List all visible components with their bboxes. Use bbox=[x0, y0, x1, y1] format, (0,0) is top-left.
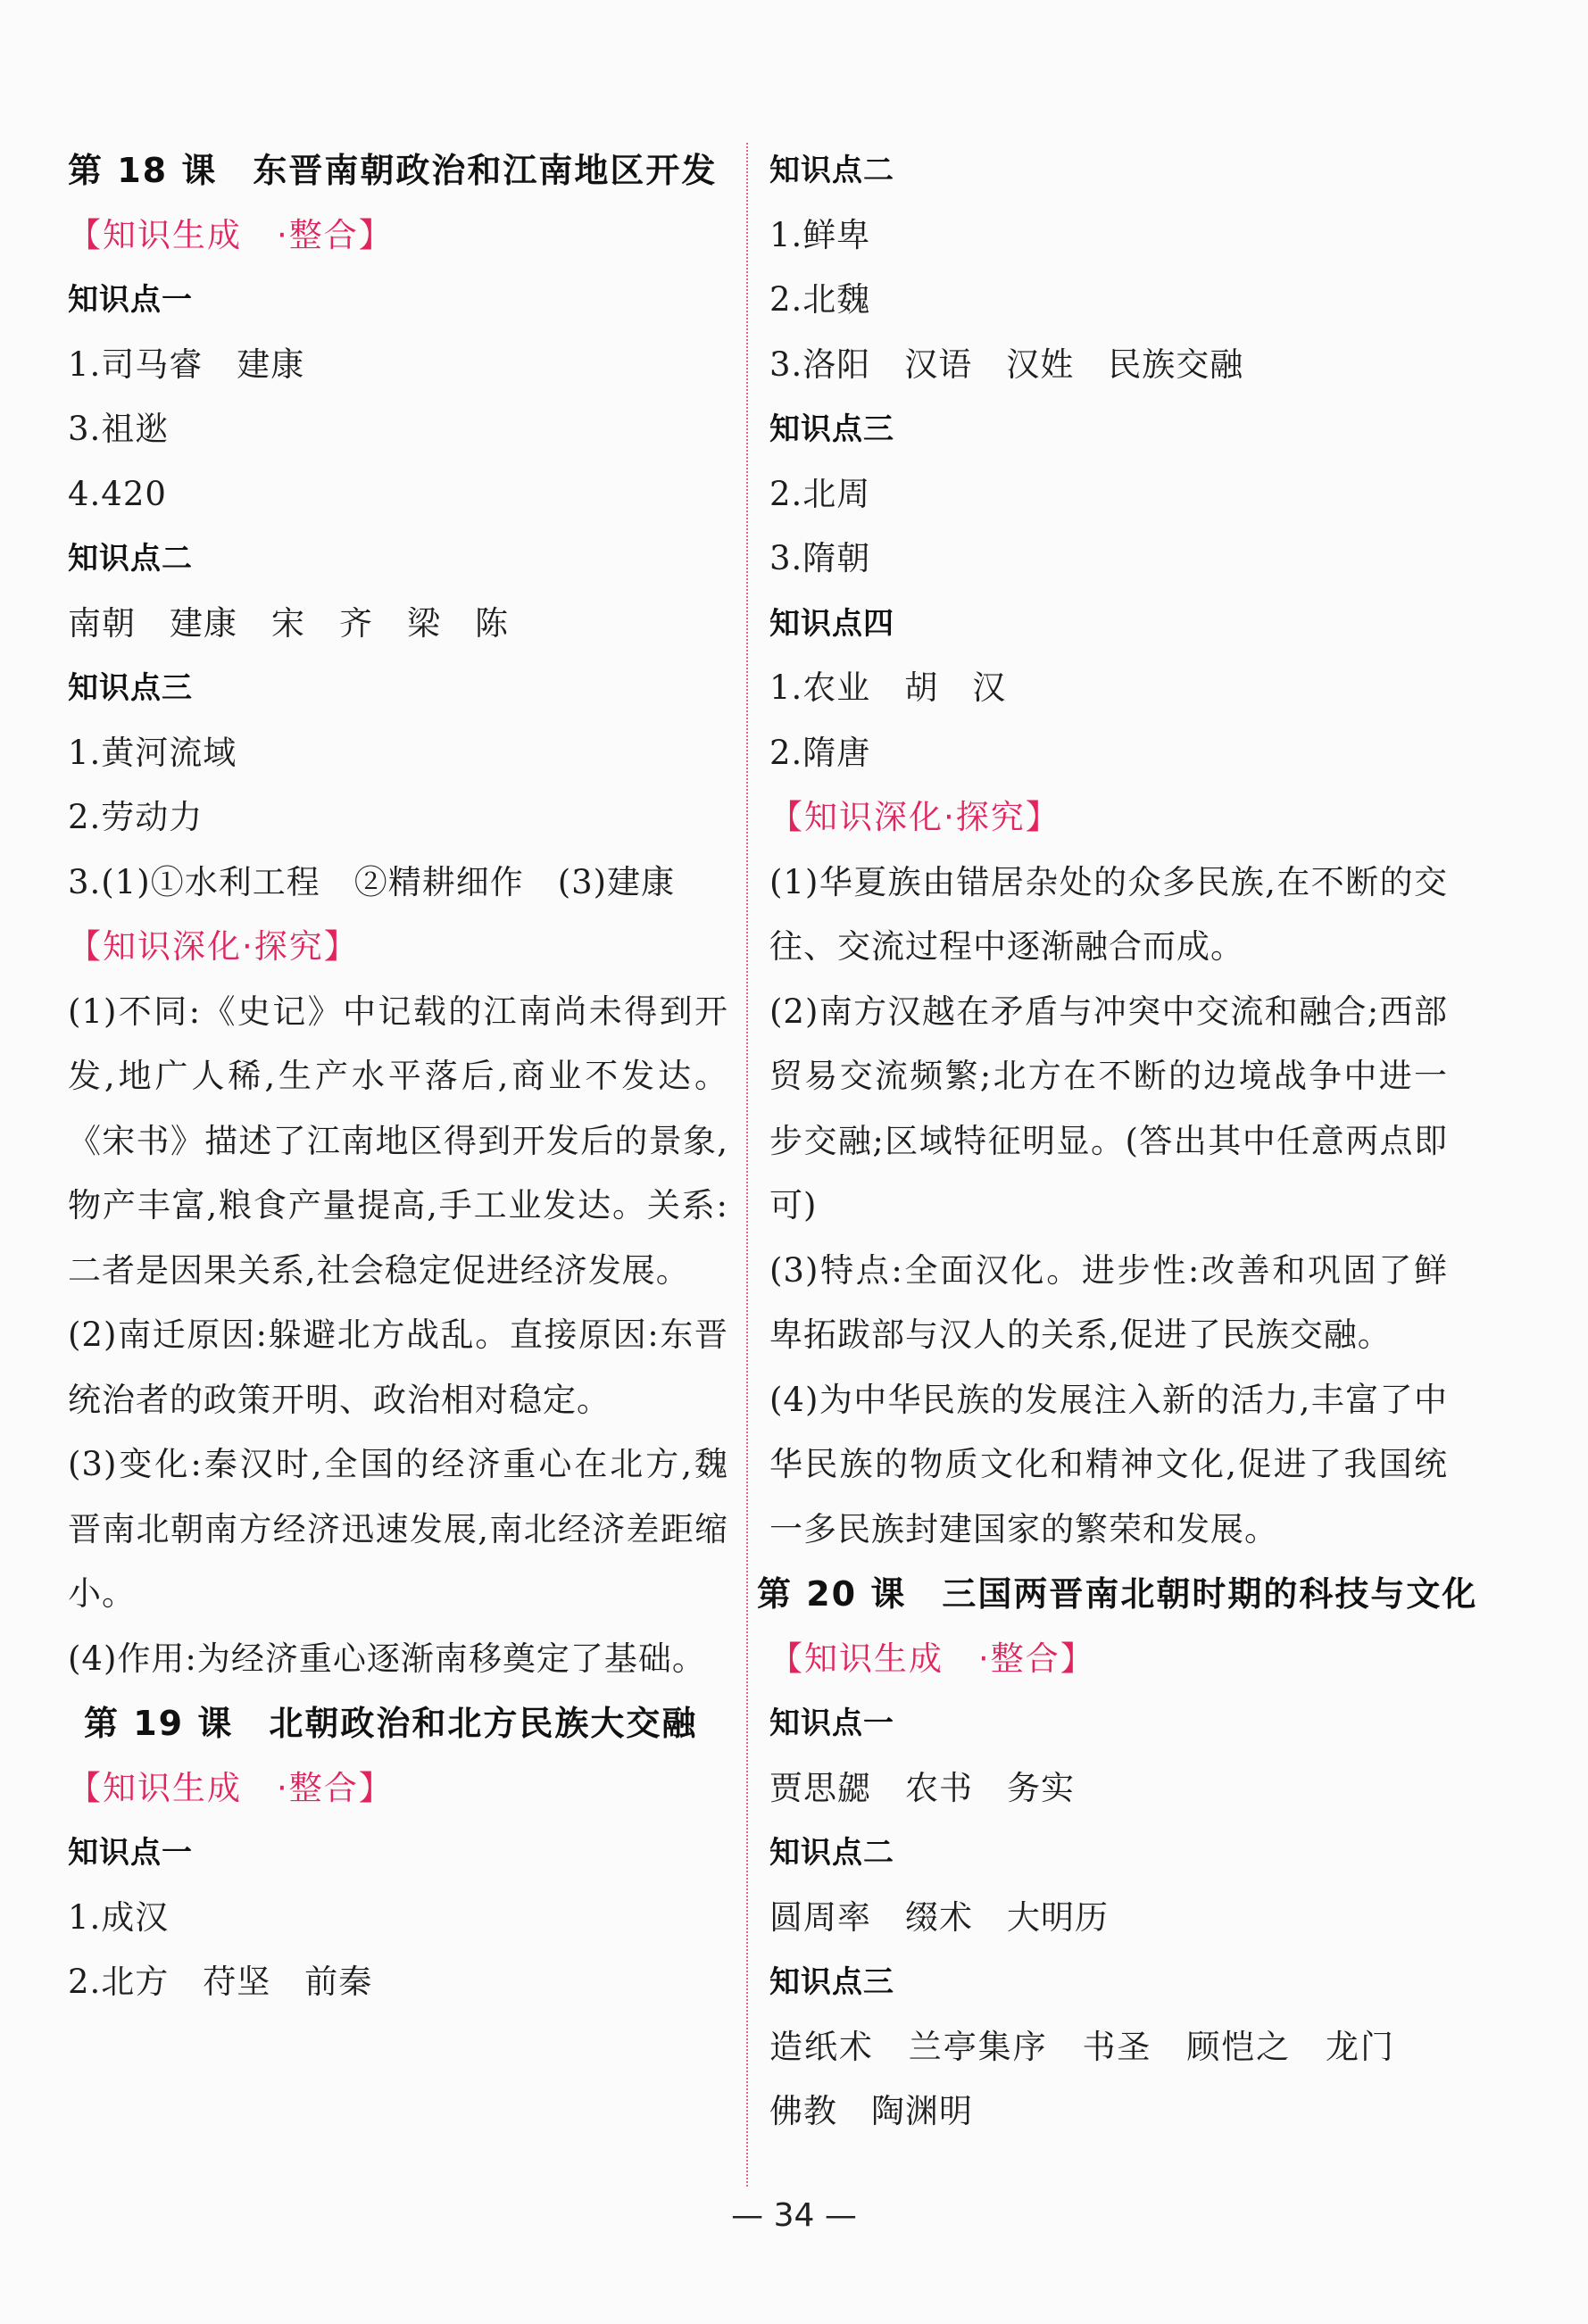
answer-line: 1.司马睿 建康 bbox=[68, 344, 305, 384]
knowledge-point-3-heading: 知识点三 bbox=[68, 670, 193, 706]
answer-paragraph: (4)作用:为经济重心逐渐南移奠定了基础。 bbox=[68, 1639, 706, 1678]
answer-line: 2.隋唐 bbox=[769, 733, 871, 772]
answer-paragraph: (1)不同:《史记》中记载的江南尚未得到开发,地广人稀,生产水平落后,商业不发达。《宋书》描述了江南地区得到开发后的景象,物产丰富,粮食产量提高,手工业发达。关系:二者是因果关系,社会稳定促进经济发展。 bbox=[68, 992, 728, 1290]
answer-paragraph: (2)南方汉越在矛盾与冲突中交流和融合;西部贸易交流频繁;北方在不断的边境战争中进一步交融;区域特征明显。(答出其中任意两点即可) bbox=[769, 992, 1448, 1224]
lesson-18-title: 第 18 课 东晋南朝政治和江南地区开发 bbox=[68, 151, 718, 190]
answer-paragraph: (2)南迁原因:躲避北方战乱。直接原因:东晋统治者的政策开明、政治相对稳定。 bbox=[68, 1316, 728, 1419]
answer-line: 1.鲜卑 bbox=[769, 215, 871, 254]
knowledge-point-4-heading: 知识点四 bbox=[769, 605, 894, 642]
section-knowledge-deepening: 【知识深化·探究】 bbox=[68, 927, 359, 966]
right-column bbox=[757, 138, 1478, 2145]
answer-paragraph: (4)为中华民族的发展注入新的活力,丰富了中华民族的物质文化和精神文化,促进了我国统一多民族封建国家的繁荣和发展。 bbox=[769, 1380, 1448, 1548]
lesson-20-title: 第 20 课 三国两晋南北朝时期的科技与文化 bbox=[757, 1574, 1478, 1614]
answer-paragraph: (3)特点:全面汉化。进步性:改善和巩固了鲜卑拓跋部与汉人的关系,促进了民族交融。 bbox=[769, 1250, 1448, 1354]
answer-line: 2.北方 苻坚 前秦 bbox=[68, 1963, 373, 2001]
answer-line: 南朝 建康 宋 齐 梁 陈 bbox=[68, 603, 509, 643]
lesson-19-title: 第 19 课 北朝政治和北方民族大交融 bbox=[84, 1704, 698, 1743]
column-divider bbox=[746, 143, 748, 2187]
knowledge-point-1-heading: 知识点一 bbox=[769, 1706, 894, 1741]
knowledge-point-2-heading: 知识点二 bbox=[68, 541, 193, 577]
section-knowledge-deepening: 【知识深化·探究】 bbox=[769, 798, 1060, 836]
knowledge-point-3-heading: 知识点三 bbox=[769, 411, 894, 447]
answer-paragraph: (3)变化:秦汉时,全国的经济重心在北方,魏晋南北朝南方经济迅速发展,南北经济差距缩小。 bbox=[68, 1445, 728, 1613]
answer-line: 3.(1)①水利工程 ②精耕细作 (3)建康 bbox=[68, 862, 676, 901]
answer-line: 1.农业 胡 汉 bbox=[769, 668, 1007, 707]
answer-line: 4.420 bbox=[68, 474, 167, 513]
page-number-value: 34 bbox=[773, 2197, 815, 2234]
answer-line: 贾思勰 农书 务实 bbox=[769, 1768, 1075, 1807]
section-knowledge-formation: 【知识生成 ·整合】 bbox=[769, 1639, 1095, 1678]
answer-line: 1.成汉 bbox=[68, 1897, 170, 1937]
answer-line: 1.黄河流域 bbox=[68, 733, 237, 772]
page-number: — 34 — bbox=[731, 2197, 857, 2234]
answer-line: 3.洛阳 汉语 汉姓 民族交融 bbox=[769, 344, 1244, 384]
answer-line: 2.劳动力 bbox=[68, 798, 204, 836]
knowledge-point-2-heading: 知识点二 bbox=[769, 153, 894, 188]
section-knowledge-formation: 【知识生成 ·整合】 bbox=[68, 215, 394, 254]
answer-paragraph: 造纸术 兰亭集序 书圣 顾恺之 龙门佛教 陶渊明 bbox=[769, 2027, 1394, 2130]
knowledge-point-1-heading: 知识点一 bbox=[68, 1835, 193, 1871]
answer-paragraph: (1)华夏族由错居杂处的众多民族,在不断的交往、交流过程中逐渐融合而成。 bbox=[769, 862, 1448, 966]
left-column bbox=[68, 138, 728, 2015]
knowledge-point-1-heading: 知识点一 bbox=[68, 282, 193, 318]
answer-line: 圆周率 缀术 大明历 bbox=[769, 1897, 1109, 1937]
knowledge-point-3-heading: 知识点三 bbox=[769, 1964, 894, 2000]
knowledge-point-2-heading: 知识点二 bbox=[769, 1835, 894, 1871]
answer-line: 2.北魏 bbox=[769, 280, 871, 319]
answer-line: 2.北周 bbox=[769, 474, 871, 513]
answer-line: 3.隋朝 bbox=[769, 539, 871, 577]
section-knowledge-formation: 【知识生成 ·整合】 bbox=[68, 1768, 394, 1807]
answer-line: 3.祖逖 bbox=[68, 410, 170, 448]
